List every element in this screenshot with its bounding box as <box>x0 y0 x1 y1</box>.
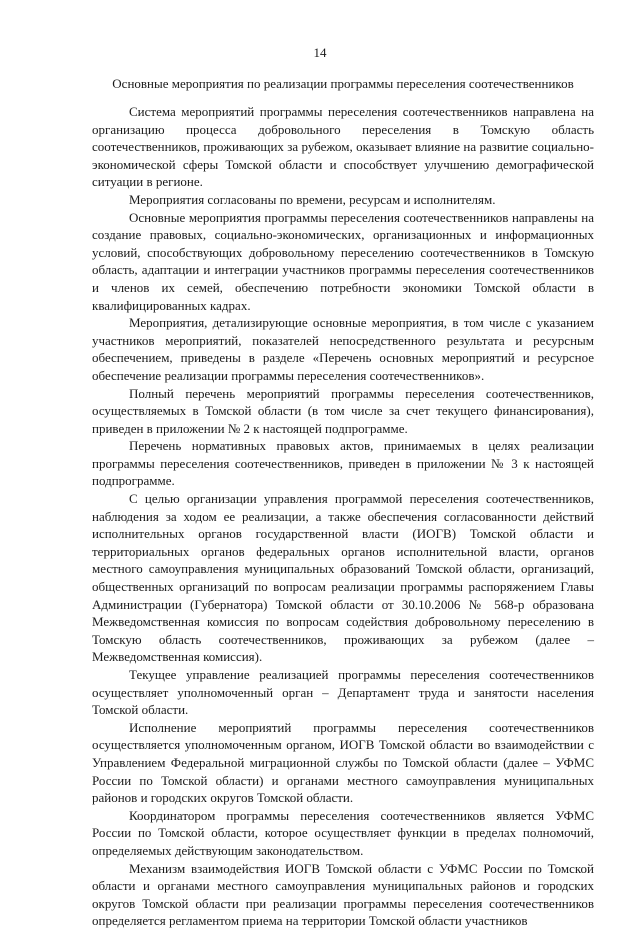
paragraph: Мероприятия, детализирующие основные мероприятия, в том числе с указанием участников мероприятий, показателей непосредственного результата и ресурсным обеспечением, приведены в разделе «Перечень основных мероприятий и ресурсное обеспечение реализации программы переселения соотечественников». <box>92 315 594 383</box>
paragraph: Механизм взаимодействия ИОГВ Томской области с УФМС России по Томской области и органами местного самоуправления муниципальных районов и городских округов Томской области при реализации программы переселения соотечественников определяется регламентом приема на территории Томской области участников <box>92 860 594 929</box>
paragraph: Текущее управление реализацией программы переселения соотечественников осуществляет уполномоченный орган – Департамент труда и занятости населения Томской области. <box>92 667 594 718</box>
paragraph: Основные мероприятия программы переселения соотечественников направлены на создание правовых, социально-экономических, организационных и информационных условий, способствующих добровольному переселению соотечественников в Томскую область, адаптации и интеграции участников программы переселения соотечественников и членов их семей, обеспечению потребности экономики Томской области в квалифицированных кадрах. <box>92 209 594 313</box>
paragraph: Мероприятия согласованы по времени, ресурсам и исполнителям. <box>129 191 496 207</box>
paragraph: Система мероприятий программы переселения соотечественников направлена на организацию процесса добровольного переселения в Томскую область соотечественников, проживающих за рубежом, оказывает влияние на развитие социально-экономической сферы Томской области и способствует улучшению демографической ситуации в регионе. <box>92 104 594 190</box>
document-body <box>92 103 594 930</box>
paragraph: Координатором программы переселения соотечественников является УФМС России по Томской области, которое осуществляет функции в пределах полномочий, определяемых действующим законодательством. <box>92 807 594 858</box>
section-heading: Основные мероприятия по реализации программы переселения соотечественников <box>112 76 574 91</box>
paragraph: Перечень нормативных правовых актов, принимаемых в целях реализации программы переселения соотечественников, приведен в приложении № 3 к настоящей подпрограмме. <box>92 438 594 489</box>
paragraph: С целью организации управления программой переселения соотечественников, наблюдения за ходом ее реализации, а также обеспечения согласованности действий исполнительных органов государственной власти (ИОГВ) Томской области и территориальных органов федеральных органов исполнительной власти, органов местного самоуправления муниципальных образований Томской области, организаций, общественных организаций по вопросам реализации программы распоряжением Главы Администрации (Губернатора) Томской области от 30.10.2006 № 568-р образована Межведомственная комиссия по вопросам содействия добровольному переселению в Томскую область соотечественников, проживающих за рубежом (далее – Межведомственная комиссия). <box>92 491 594 665</box>
page-number: 14 <box>313 45 327 60</box>
paragraph: Полный перечень мероприятий программы переселения соотечественников, осуществляемых в Томской области (в том числе за счет текущего финансирования), приведен в приложении № 2 к настоящей подпрограмме. <box>92 385 594 436</box>
paragraph: Исполнение мероприятий программы переселения соотечественников осуществляется уполномоченным органом, ИОГВ Томской области во взаимодействии с Управлением Федеральной миграционной службы по Томской области (далее – УФМС России по Томской области) и органами местного самоуправления муниципальных районов и городских округов Томской области. <box>92 719 594 806</box>
